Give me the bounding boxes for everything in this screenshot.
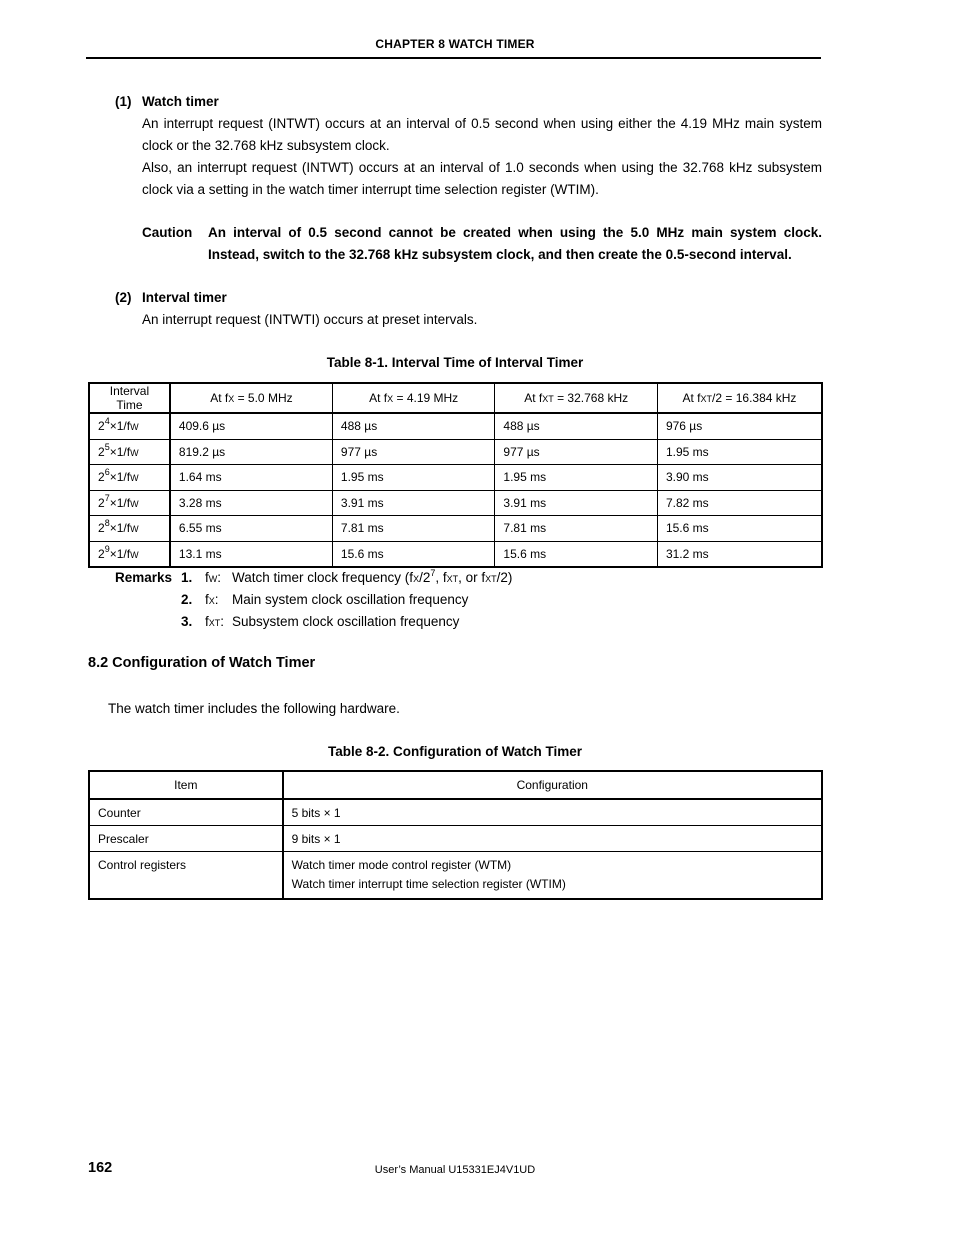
value-cell: 13.1 ms — [170, 541, 333, 567]
config-cell: 5 bits × 1 — [283, 799, 822, 826]
configuration-table — [88, 770, 823, 900]
config-cell — [283, 852, 822, 900]
config-line: Watch timer interrupt time selection register (WTIM) — [291, 877, 566, 891]
table-1-caption: Table 8-1. Interval Time of Interval Timer — [326, 355, 584, 370]
value-cell: 3.28 ms — [170, 490, 333, 516]
page-number: 162 — [88, 1160, 113, 1176]
value-cell: 976 µs — [657, 413, 822, 439]
remarks-label: Remarks — [115, 570, 173, 585]
table-2-caption: Table 8-2. Configuration of Watch Timer — [327, 744, 582, 759]
header-fxt: At fXT = 32.768 kHz — [495, 383, 658, 413]
value-cell: 15.6 ms — [332, 541, 494, 567]
table-row — [89, 516, 822, 542]
table-row — [89, 465, 822, 491]
remark-number: 2. — [181, 592, 193, 607]
table-header-row — [89, 383, 822, 413]
section-2-title: Interval timer — [142, 290, 227, 305]
remark-symbol: fW: — [205, 570, 222, 585]
header-item: Item — [89, 771, 283, 799]
caution-label: Caution — [142, 225, 193, 240]
table-row — [89, 852, 822, 900]
table-row — [89, 826, 822, 852]
value-cell: 31.2 ms — [657, 541, 822, 567]
header-fxt-half: At fXT/2 = 16.384 kHz — [657, 383, 822, 413]
value-cell: 488 µs — [495, 413, 658, 439]
value-cell: 1.64 ms — [170, 465, 333, 491]
value-cell: 7.82 ms — [657, 490, 822, 516]
remark-number: 3. — [181, 614, 193, 629]
section-intro: The watch timer includes the following hardware. — [108, 701, 400, 716]
section-1-paragraph-2: Also, an interrupt request (INTWT) occurs at an interval of 1.0 seconds when using the 32.768 kHz subsystem clock via a setting in the watch timer interrupt time selection register (WTIM). — [142, 160, 822, 197]
interval-cell: $2^6\times 1/fW$ — [89, 465, 170, 491]
manual-id: User’s Manual U15331EJ4V1UD — [374, 1164, 536, 1176]
value-cell: 7.81 ms — [495, 516, 658, 542]
running-header: CHAPTER 8 WATCH TIMER — [375, 37, 535, 51]
header-rule — [86, 57, 821, 59]
value-cell: 7.81 ms — [332, 516, 494, 542]
section-2-number: (2) — [115, 290, 132, 305]
interval-cell: $2^4\times 1/fW$ — [89, 413, 170, 439]
interval-time-table — [88, 382, 823, 568]
table-header-row — [89, 771, 822, 799]
value-cell: 488 µs — [332, 413, 494, 439]
section-1-paragraph-1: An interrupt request (INTWT) occurs at an interval of 0.5 second when using either the 4.19 MHz main system clock or the 32.768 kHz subsystem clock. — [142, 116, 822, 153]
item-cell: Control registers — [89, 852, 283, 900]
value-cell: 819.2 µs — [170, 439, 333, 465]
item-cell: Counter — [89, 799, 283, 826]
value-cell: 1.95 ms — [332, 465, 494, 491]
caution-text: An interval of 0.5 second cannot be created when using the 5.0 MHz main system clock. Instead, switch to the 32.768 kHz subsystem clock, and then create the 0.5-second interval. — [208, 225, 822, 262]
interval-cell: $2^9\times 1/fW$ — [89, 541, 170, 567]
header-interval-time: Interval Time — [89, 383, 170, 413]
section-1-title: Watch timer — [142, 94, 219, 109]
header-fx-4mhz: At fX = 4.19 MHz — [332, 383, 494, 413]
interval-cell: $2^5\times 1/fW$ — [89, 439, 170, 465]
table-row — [89, 413, 822, 439]
value-cell: 15.6 ms — [657, 516, 822, 542]
value-cell: 1.95 ms — [657, 439, 822, 465]
interval-cell: $2^7\times 1/fW$ — [89, 490, 170, 516]
table-row — [89, 490, 822, 516]
section-2-paragraph: An interrupt request (INTWTI) occurs at preset intervals. — [142, 312, 478, 327]
interval-cell: $2^8\times 1/fW$ — [89, 516, 170, 542]
value-cell: 3.90 ms — [657, 465, 822, 491]
value-cell: 1.95 ms — [495, 465, 658, 491]
table-row — [89, 799, 822, 826]
table-row — [89, 439, 822, 465]
value-cell: 3.91 ms — [495, 490, 658, 516]
remark-symbol: fXT: — [205, 614, 225, 629]
value-cell: 977 µs — [332, 439, 494, 465]
config-cell: 9 bits × 1 — [283, 826, 822, 852]
header-configuration: Configuration — [283, 771, 822, 799]
remark-text: Watch timer clock frequency ($fX/2^7$, fXT, or fXT/2) — [232, 568, 513, 585]
value-cell: 3.91 ms — [332, 490, 494, 516]
value-cell: 977 µs — [495, 439, 658, 465]
header-fx-5mhz: At fX = 5.0 MHz — [170, 383, 333, 413]
section-1-number: (1) — [115, 94, 132, 109]
config-line: Watch timer mode control register (WTM) — [291, 858, 512, 872]
table-row — [89, 541, 822, 567]
remark-symbol: fX: — [205, 592, 219, 607]
value-cell: 15.6 ms — [495, 541, 658, 567]
item-cell: Prescaler — [89, 826, 283, 852]
remark-text: Subsystem clock oscillation frequency — [232, 614, 460, 629]
remark-text: Main system clock oscillation frequency — [232, 592, 469, 607]
value-cell: 6.55 ms — [170, 516, 333, 542]
remark-number: 1. — [181, 570, 193, 585]
section-heading: 8.2 Configuration of Watch Timer — [88, 655, 316, 671]
value-cell: 409.6 µs — [170, 413, 333, 439]
